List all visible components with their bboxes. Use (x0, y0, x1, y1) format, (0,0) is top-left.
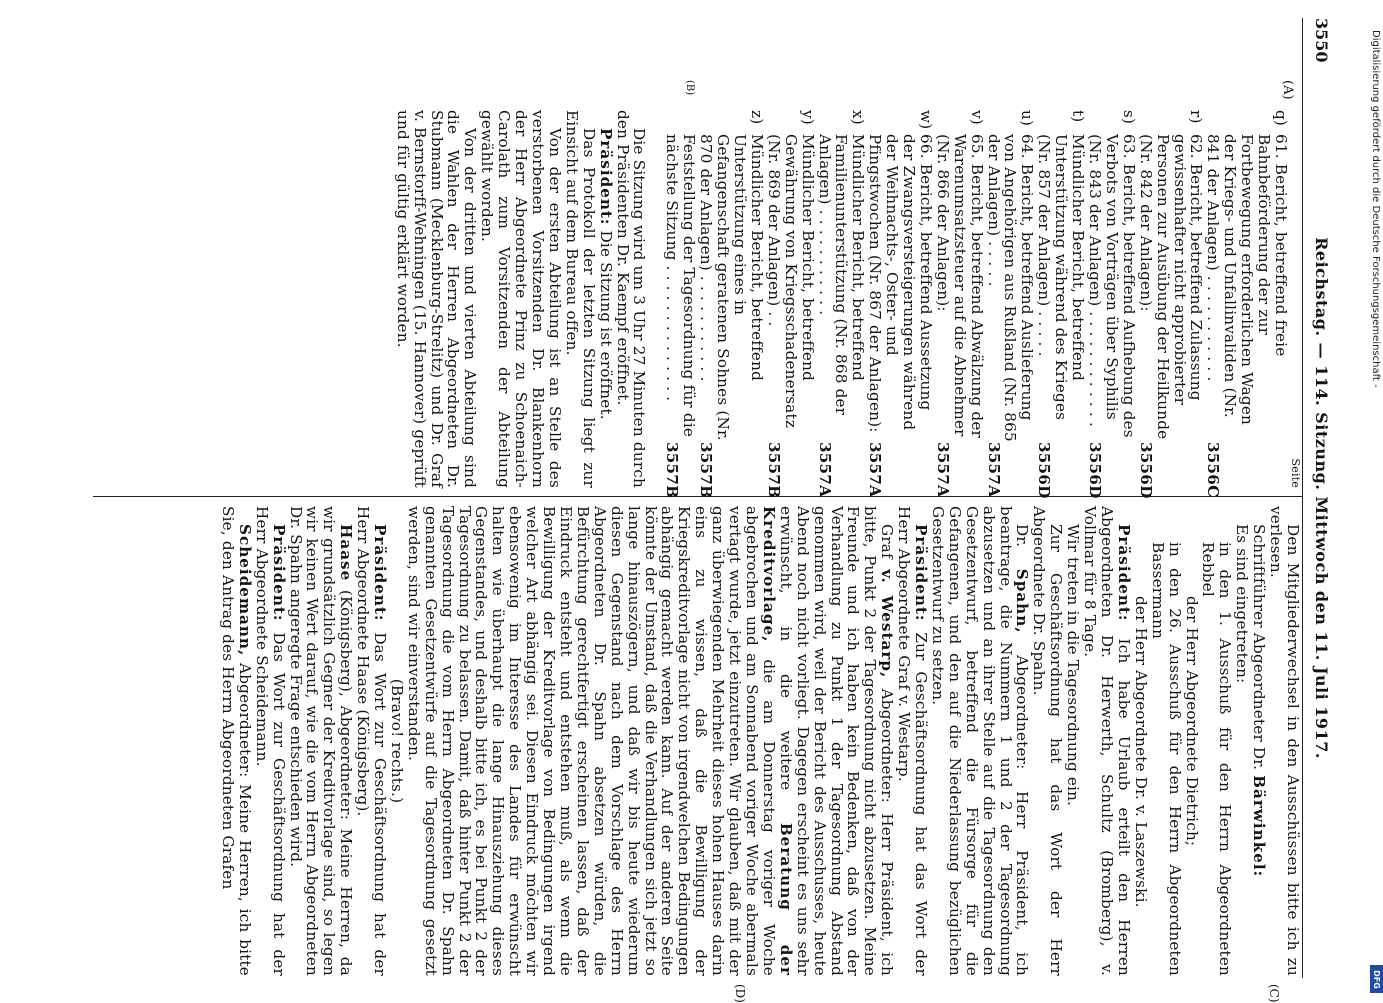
toc-entry (697, 110, 766, 499)
statement-text: Zur Geschäftsordnung hat das Wort der Herr Abgeordnete Graf v. Westarp. (895, 506, 931, 976)
lead-text: Dr. (1013, 524, 1032, 569)
toc-entry (1035, 110, 1088, 499)
toc-letter: y) (798, 110, 817, 125)
toc-entry (1136, 110, 1206, 499)
toc-letter: w) (916, 110, 935, 130)
statement-text: Ich habe Urlaub erteilt den Herren Abgeordneten Dr. Herwerth, Schultz (Bromberg), v. Vollmar für 8 Tage. (1081, 506, 1133, 976)
statement-text: (Königsberg), Abgeordneter: Meine Herren, da wir grundsätzlich Gegner der Kreditvorlage sind, so legen wir keinen Wert darauf, wie die vom Herrn Abgeordneten Dr. Spahn angeregte Frage entschieden wird. (286, 506, 356, 976)
paragraph: in den 1. Ausschuß für den Herrn Abgeordneten Rebbel (1199, 542, 1235, 976)
statement-text: Die Sitzung ist eröffnet. (596, 225, 615, 420)
speaker-name: Spahn, (1013, 568, 1032, 634)
applause-note: (Bravo! rechts.) (387, 678, 406, 804)
toc-text: Mündlicher Bericht, betreffend Unterstützung während des Krieges (Nr. 857 der Anlagen) . . . . . (1035, 134, 1088, 421)
paragraph (1081, 506, 1132, 976)
toc-entry (1204, 110, 1290, 498)
toc-letter: u) (1018, 110, 1037, 127)
seite-label: Seite (1289, 458, 1302, 488)
margin-mark-c: (C) (1267, 984, 1281, 1003)
lead-text: Graf (878, 524, 897, 570)
page-title: Reichstag. — 114. Sitzung. Mittwoch den 11. Juli 1917. (1312, 237, 1331, 759)
paragraph (219, 506, 253, 976)
toc-entry (1086, 110, 1138, 499)
table-of-contents (663, 110, 1290, 499)
toc-text: Feststellung der Tagesordnung für die nächste Sitzung . . . . . . . . . . . . . . (663, 134, 699, 438)
toc-text: 62. Bericht, betreffend Zulassung gewissenhafter nicht approbierter Personen zur Ausübung der Heilkunde (Nr. 842 der Anlagen): (1136, 134, 1206, 440)
toc-page: 3556C (1204, 442, 1223, 498)
speaker-label: Präsident: (269, 524, 288, 622)
speaker-name: Scheidemann, (235, 524, 254, 657)
statement-text: Abgeordneter: Herr Präsident, ich beantrage, die Nummern 1 und 2 der Tagesordnung abzusetzen und an ihrer Stelle auf die Tagesordnung den Gesetzentwurf, betreffend die Fürsorge für die Gefangenen, und den auf die Niederlassung bezüglichen Gesetzentwurf zu setzen. (928, 506, 1032, 976)
toc-text: Mündlicher Bericht, betreffend Gewährung von Kriegsschadenersatz (Nr. 869 der Anlagen) . . (764, 134, 817, 429)
paragraph (895, 506, 929, 976)
toc-page: 3557B (697, 442, 716, 499)
toc-text: 65. Bericht, betreffend Abwälzung der Warenumsatzsteuer auf die Abnehmer (Nr. 866 der Anlagen): (933, 134, 986, 439)
president-statement (597, 110, 614, 488)
toc-letter: r) (1187, 110, 1206, 124)
toc-text: 64. Bericht, betreffend Auslieferung von Angehörigen aus Rußland (Nr. 865 der Anlagen) . . . . . (984, 134, 1037, 442)
header-rule (1302, 18, 1303, 978)
speaker-label: Präsident: (371, 524, 390, 622)
margin-mark-b: (B) (684, 80, 695, 96)
statement-text: Abgeordneter: Herr Präsident, ich bitte, Punkt 2 der Tagesordnung nicht abzusetzen. Meine Freunde und ich haben kein Bedenken, daß von der Verhandlung zu Punkt 1 der Tagesordnung Abstand genommen wird, weil der Bericht des Ausschusses, heute Abend noch nicht vorliegt. Dagegen erscheint es uns sehr erwünscht, in die weitere (776, 506, 897, 976)
paragraph: in den 26. Ausschuß für den Herrn Abgeordneten Bassermann (1148, 542, 1184, 976)
speaker-label: Präsident: (912, 524, 931, 622)
statement-text: Das Wort zur Geschäftsordnung hat der Herr Abgeordnete Haase (Königsberg). (354, 506, 390, 976)
paragraph: der Herr Abgeordnete Dietrich; (1182, 596, 1201, 847)
paragraph (929, 506, 1030, 976)
paragraph (253, 506, 287, 976)
credit-text: Digitalisierung gefördert durch die Deutsche Forschungsgemeinschaft - (1370, 30, 1381, 388)
election-paragraph: Von der ersten Abteilung ist an Stelle des verstorbenen Vorsitzenden Dr. Blankenhorn der Herr Abgeordnete Prinz zu Schoenaich-Carolath zum Vorsitzenden der Abteilung gewählt worden. (478, 110, 564, 488)
paragraph: der Herr Abgeordnete Dr. v. Laszewski. (1131, 596, 1150, 908)
toc-page: 3557A (933, 442, 952, 498)
paragraph (354, 506, 388, 976)
page-header (1305, 18, 1331, 978)
validity-paragraph: Von der dritten und vierten Abteilung sind die Wahlen der Herren Abgeordneten Dr. Stubmann (Mecklenburg-Strelitz) und Dr. Graf v. Bernstorff-Wehningen (15. Hannover) geprüft und für gültig erklärt worden. (393, 110, 480, 488)
toc-entry (933, 110, 986, 498)
statement-text: die am Donnerstag voriger Woche abgebrochen und am Sonnabend voriger Woche abermals vertagt wurde, jetzt einzutreten. Wir glauben, daß mit der ganz überwiegenden Mehrheit dieses hohen Hauses darin eins zu wissen, daß die Bewilligung der Kriegskreditvorlage nicht von irgendwelchen Bedingungen abhängig gemacht werden kann. Auf der anderen Seite könnte der Umstand, daß die Verhandlungen sich jetzt so lange hinauszögern, und daß wir bis heute wiederum diesen Gegenstand nach dem Vorschlage des Herrn Abgeordneten Dr. Spahn absetzen würden, die Befürchtung gerechtfertigt erscheinen lassen, daß der Eindruck entsteht und entstehen muß, als wenn die Bewilligung der Kreditvorlage von Bedingungen irgend welcher Art abhängig sei. Diesen Eindruck möchten wir ebensowenig im Interesse des Landes für erwünscht halten wie überhaupt die lange Hinausziehung dieses Gegenstandes, und deshalb bitte ich, es bei Punkt 2 der Tagesordnung zu belassen. Damit, daß hinter Punkt 2 der Tagesordnung die vom Herrn Abgeordneten Dr. Spahn genannten Gesetzentwürfe auf die Tagesordnung gesetzt werden, sind wir einverstanden. (404, 506, 778, 976)
toc-letter: x) (849, 110, 868, 125)
dfg-credit (1371, 30, 1383, 990)
toc-page: 3557B (764, 442, 783, 499)
toc-entry (663, 110, 699, 499)
speaker-name: Bärwinkel: (1250, 775, 1269, 878)
statement-text: Abgeordneter: Meine Herren, ich bitte Sie, den Antrag des Herrn Abgeordneten Grafen (218, 506, 254, 976)
toc-page: 3556D (1086, 442, 1105, 499)
toc-text: 63. Bericht, betreffend Aufhebung des Verbots von Vorträgen über Syphilis (Nr. 843 der Anlagen) . . . . . . . . . . . . (1086, 134, 1138, 438)
dfg-logo (1370, 965, 1383, 993)
toc-entry (984, 110, 1037, 498)
paragraph (1250, 506, 1267, 976)
speaker-label: Präsident: (596, 128, 615, 226)
paragraph: Zur Geschäftsordnung hat das Wort der Herr Abgeordnete Dr. Spahn. (1030, 506, 1066, 976)
speaker-name: v. Westarp, (878, 569, 897, 679)
toc-text: Mündlicher Bericht, betreffend Familienunterstützung (Nr. 868 der Anlagen) . . . . . . . . . . . (815, 134, 868, 416)
toc-text: Mündlicher Bericht, betreffend Unterstützung eines in Gefangenschaft geratenen Sohnes (Nr. 870 der Anlagen) . . . . . . . . . . . (697, 134, 766, 441)
emphasis-text: Beratung der Kreditvorlage, (759, 506, 795, 976)
toc-entry (764, 110, 817, 499)
margin-mark-d: (D) (733, 984, 747, 1003)
toc-page: 3556D (1035, 442, 1054, 499)
opening-paragraph: Die Sitzung wird um 3 Uhr 27 Minuten durch den Präsidenten Dr. Kaempf eröffnet. (613, 110, 649, 488)
toc-letter: z) (747, 110, 766, 125)
toc-entry (866, 110, 935, 498)
speaker-name: Haase (337, 524, 356, 582)
paragraph (287, 506, 355, 976)
toc-text: 61. Bericht, betreffend freie Bahnbeförderung der zur Fortbewegung erforderlichen Wagen der Kriegs- und Unfallinvaliden (Nr. 841 der Anlagen) . . . . . . . . . . . (1204, 134, 1290, 426)
protocol-paragraph: Das Protokoll der letzten Sitzung liegt zur Einsicht auf dem Bureau offen. (562, 110, 598, 488)
paragraph: Es sind eingetreten: (1233, 524, 1252, 684)
margin-mark-a: (A) (1280, 80, 1295, 100)
toc-letter: v) (967, 110, 986, 125)
logo-text: DFG (1372, 969, 1382, 989)
toc-page: 3557A (866, 442, 885, 498)
paragraph: Wir treten in die Tagesordnung ein. (1064, 524, 1083, 807)
toc-page: 3557A (815, 442, 834, 498)
paragraph: Den Mitgliederwechsel in den Ausschüssen bitte ich zu verlesen. (1267, 506, 1302, 976)
toc-letter: q) (1272, 110, 1290, 127)
rotated-page (35, 0, 1345, 1003)
paragraph (405, 506, 895, 976)
left-column (393, 110, 1302, 499)
statement-text: Das Wort zur Geschäftsordnung hat der Herr Abgeordnete Scheidemann. (252, 506, 288, 976)
right-column (219, 506, 1301, 976)
toc-page: 3556D (1136, 442, 1155, 499)
toc-entry (815, 110, 868, 498)
lead-text: Schriftführer Abgeordneter Dr. (1250, 524, 1269, 776)
toc-text: 66. Bericht, betreffend Aussetzung der Zwangsversteigerungen während der Weihnachts-, Oster- und Pfingstwochen (Nr. 867 der Anlagen): (866, 134, 935, 433)
toc-page: 3557A (984, 442, 1003, 498)
page-number: 3550 (1312, 18, 1331, 63)
speaker-label: Präsident: (1114, 524, 1133, 622)
toc-page: 3557B (663, 442, 682, 499)
toc-letter: t) (1069, 110, 1088, 123)
toc-letter: s) (1119, 110, 1138, 125)
